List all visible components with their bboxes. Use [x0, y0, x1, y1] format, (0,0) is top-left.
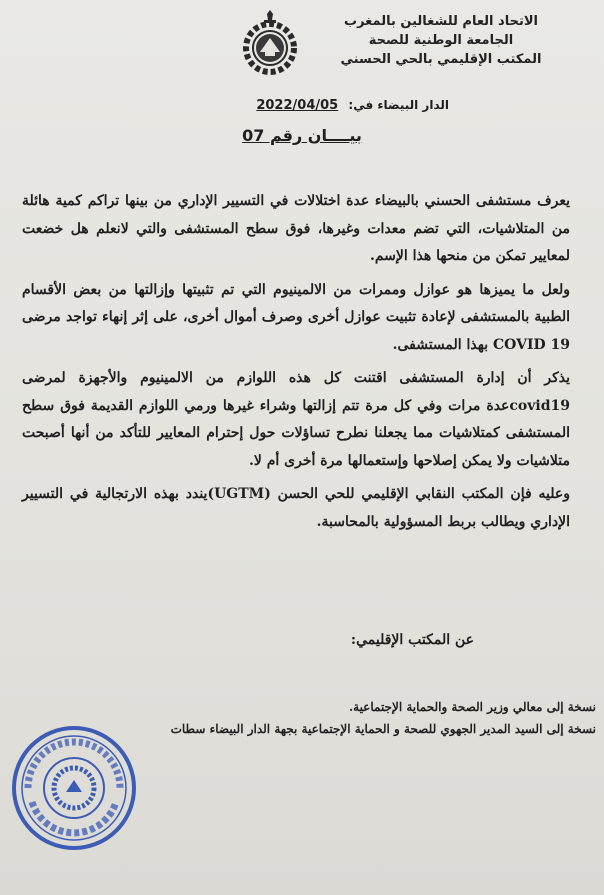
statement-title: بيــــان رقم 07	[242, 126, 362, 145]
copy-line-1: نسخة إلى معالي وزير الصحة والحماية الإجتماعية.	[348, 700, 596, 714]
ugtm-emblem-icon	[234, 8, 306, 80]
paragraph-4: وعليه فإن المكتب النقابي الإقليمي للحي الحسن (UGTM)يندد بهذه الارتجالية في التسيير الإداري ويطالب بربط المسؤولية بالمحاسبة.	[22, 486, 571, 530]
date-line	[256, 98, 449, 113]
paragraph-2: ولعل ما يميزها هو عوازل وممرات من الالمينيوم التي تم تثبيتها وإزالتها من بعض الأقسام الطبية بالمستشفى لإعادة تثبيت عوازل أخرى وصرف أموال أخرى، على إثر إنهاء تواجد مرضى COVID 19 بهذا المستشفى.	[22, 281, 570, 353]
paragraph-3: يذكر أن إدارة المستشفى اقتنت كل هذه اللوازم من الالمينيوم والأجهزة لمرضى covid19عدة مرات وفي كل مرة تتم إزالتها وشراء غيرها ورمي اللوازم القديمة فوق سطح المستشفى كمتلاشيات مما يجعلنا نطرح تساؤلات حول إحترام المعايير للتأكد من أنها أصبحت متلاشيات ولا يمكن إصلاحها وإستعمالها مرة أخرى أم لا.	[22, 370, 570, 469]
document-date: 2022/04/05	[256, 98, 339, 113]
paragraph-1: يعرف مستشفى الحسني بالبيضاء عدة اختلالات في التسيير الإداري من بينها تراكم كمية هائلة من المتلاشيات، التي تضم معدات وغيرها، فوق سطح المستشفى والتي لانعلم هل خضعت لمعايير تمكن من منحها هذا الإسم.	[22, 193, 570, 264]
organization-header	[316, 12, 566, 69]
union-stamp-icon	[8, 722, 140, 854]
statement-body	[22, 188, 570, 536]
place-label: الدار البيضاء في:	[348, 98, 449, 112]
copy-line-2: نسخة إلى السيد المدير الجهوي للصحة و الحماية الإجتماعية بجهة الدار البيضاء سطات	[170, 722, 596, 736]
signature-label: عن المكتب الإقليمي:	[350, 632, 474, 648]
org-line-2: الجامعة الوطنية للصحة	[368, 33, 514, 48]
org-line-1: الاتحاد العام للشغالين بالمغرب	[344, 14, 538, 29]
org-line-3: المكتب الإقليمي بالحي الحسني	[340, 52, 542, 67]
